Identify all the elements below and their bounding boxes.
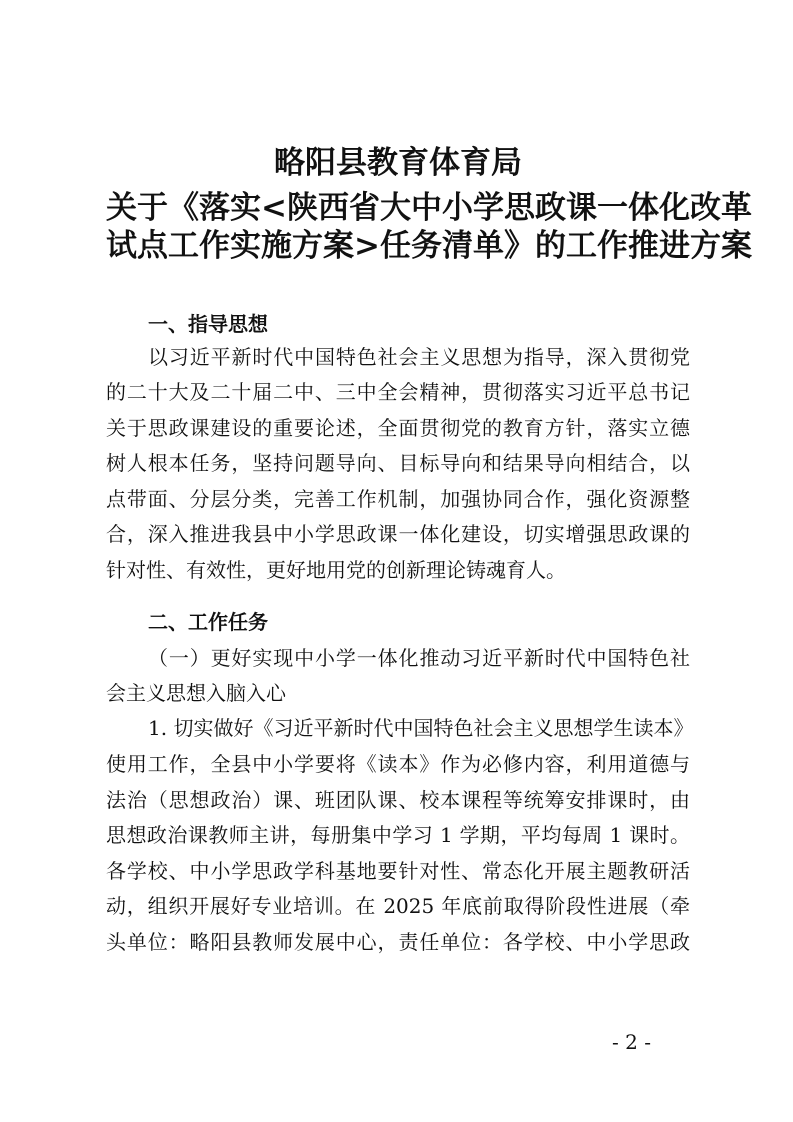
- paragraph-line: 动，组织开展好专业培训。在 2025 年底前取得阶段性进展（牵: [106, 894, 690, 918]
- paragraph-line: 合，深入推进我县中小学思政课一体化建设，切实增强思政课的: [106, 522, 690, 546]
- paragraph-line: 以习近平新时代中国特色社会主义思想为指导，深入贯彻党: [148, 345, 690, 369]
- paragraph-line: 各学校、中小学思政学科基地要针对性、常态化开展主题教研活: [106, 859, 690, 883]
- paragraph-line: 针对性、有效性，更好地用党的创新理论铸魂育人。: [106, 558, 566, 582]
- section-heading: 一、指导思想: [148, 312, 268, 336]
- paragraph-line: 关于思政课建设的重要论述，全面贯彻党的教育方针，落实立德: [106, 416, 690, 440]
- paragraph-line: 1. 切实做好《习近平新时代中国特色社会主义思想学生读本》: [148, 716, 694, 740]
- subheading-line: 会主义思想入脑入心: [106, 681, 286, 705]
- paragraph-line: 法治（思想政治）课、班团队课、校本课程等统筹安排课时，由: [106, 788, 690, 812]
- subheading-line: （一）更好实现中小学一体化推动习近平新时代中国特色社: [148, 646, 690, 670]
- document-title-line: 关于《落实<陕西省大中小学思政课一体化改革: [106, 190, 752, 226]
- document-title-line: 试点工作实施方案>任务清单》的工作推进方案: [106, 228, 752, 264]
- page-number: - 2 -: [612, 1030, 651, 1054]
- document-title-org: 略阳县教育体育局: [274, 145, 522, 181]
- paragraph-line: 思想政治课教师主讲，每册集中学习 1 学期，平均每周 1 课时。: [106, 823, 690, 847]
- paragraph-line: 树人根本任务，坚持问题导向、目标导向和结果导向相结合，以: [106, 451, 690, 475]
- paragraph-line: 头单位：略阳县教师发展中心，责任单位：各学校、中小学思政: [106, 930, 690, 954]
- section-heading: 二、工作任务: [148, 610, 268, 634]
- paragraph-line: 使用工作，全县中小学要将《读本》作为必修内容，利用道德与: [106, 752, 690, 776]
- paragraph-line: 点带面、分层分类，完善工作机制，加强协同合作，强化资源整: [106, 487, 690, 511]
- paragraph-line: 的二十大及二十届二中、三中全会精神，贯彻落实习近平总书记: [106, 380, 690, 404]
